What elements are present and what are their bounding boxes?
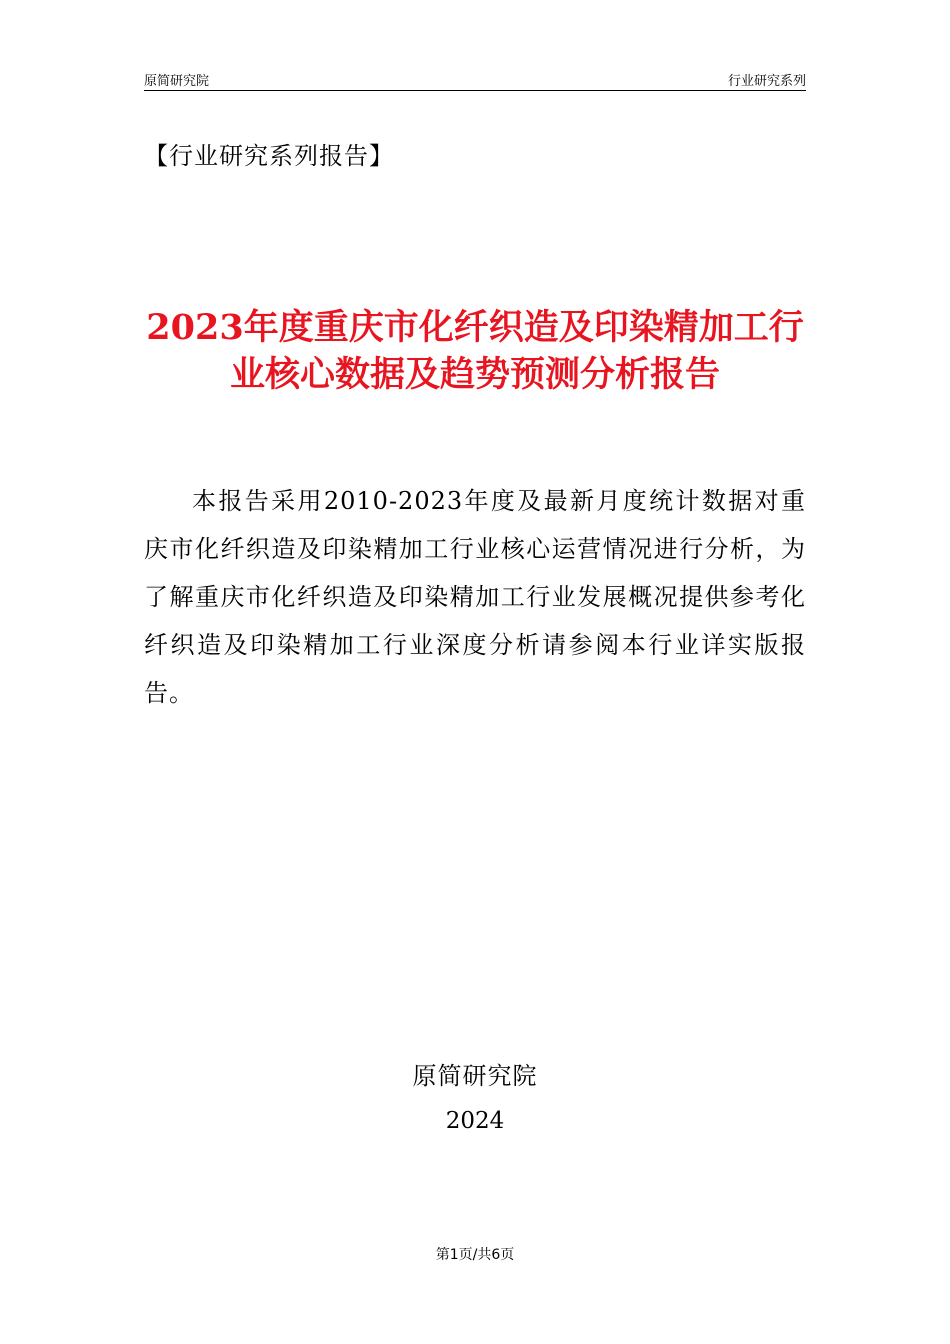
report-abstract: 本报告采用2010-2023年度及最新月度统计数据对重庆市化纤织造及印染精加工行业核心运营情况进行分析，为了解重庆市化纤织造及印染精加工行业发展概况提供参考化纤织造及印染精加工行业深度分析请参阅本行业详实版报告。 xyxy=(144,487,806,707)
header-divider xyxy=(144,90,806,91)
report-title: 2023年度重庆市化纤织造及印染精加工行业核心数据及趋势预测分析报告 xyxy=(146,307,804,395)
header-right-label: 行业研究系列 xyxy=(727,74,806,89)
header-left-label: 原简研究院 xyxy=(144,74,210,89)
series-tag: 【行业研究系列报告】 xyxy=(144,142,394,170)
publication-year: 2024 xyxy=(445,1108,505,1134)
publisher-name: 原简研究院 xyxy=(412,1062,538,1090)
page-counter: 第1页/共6页 xyxy=(435,1247,515,1263)
